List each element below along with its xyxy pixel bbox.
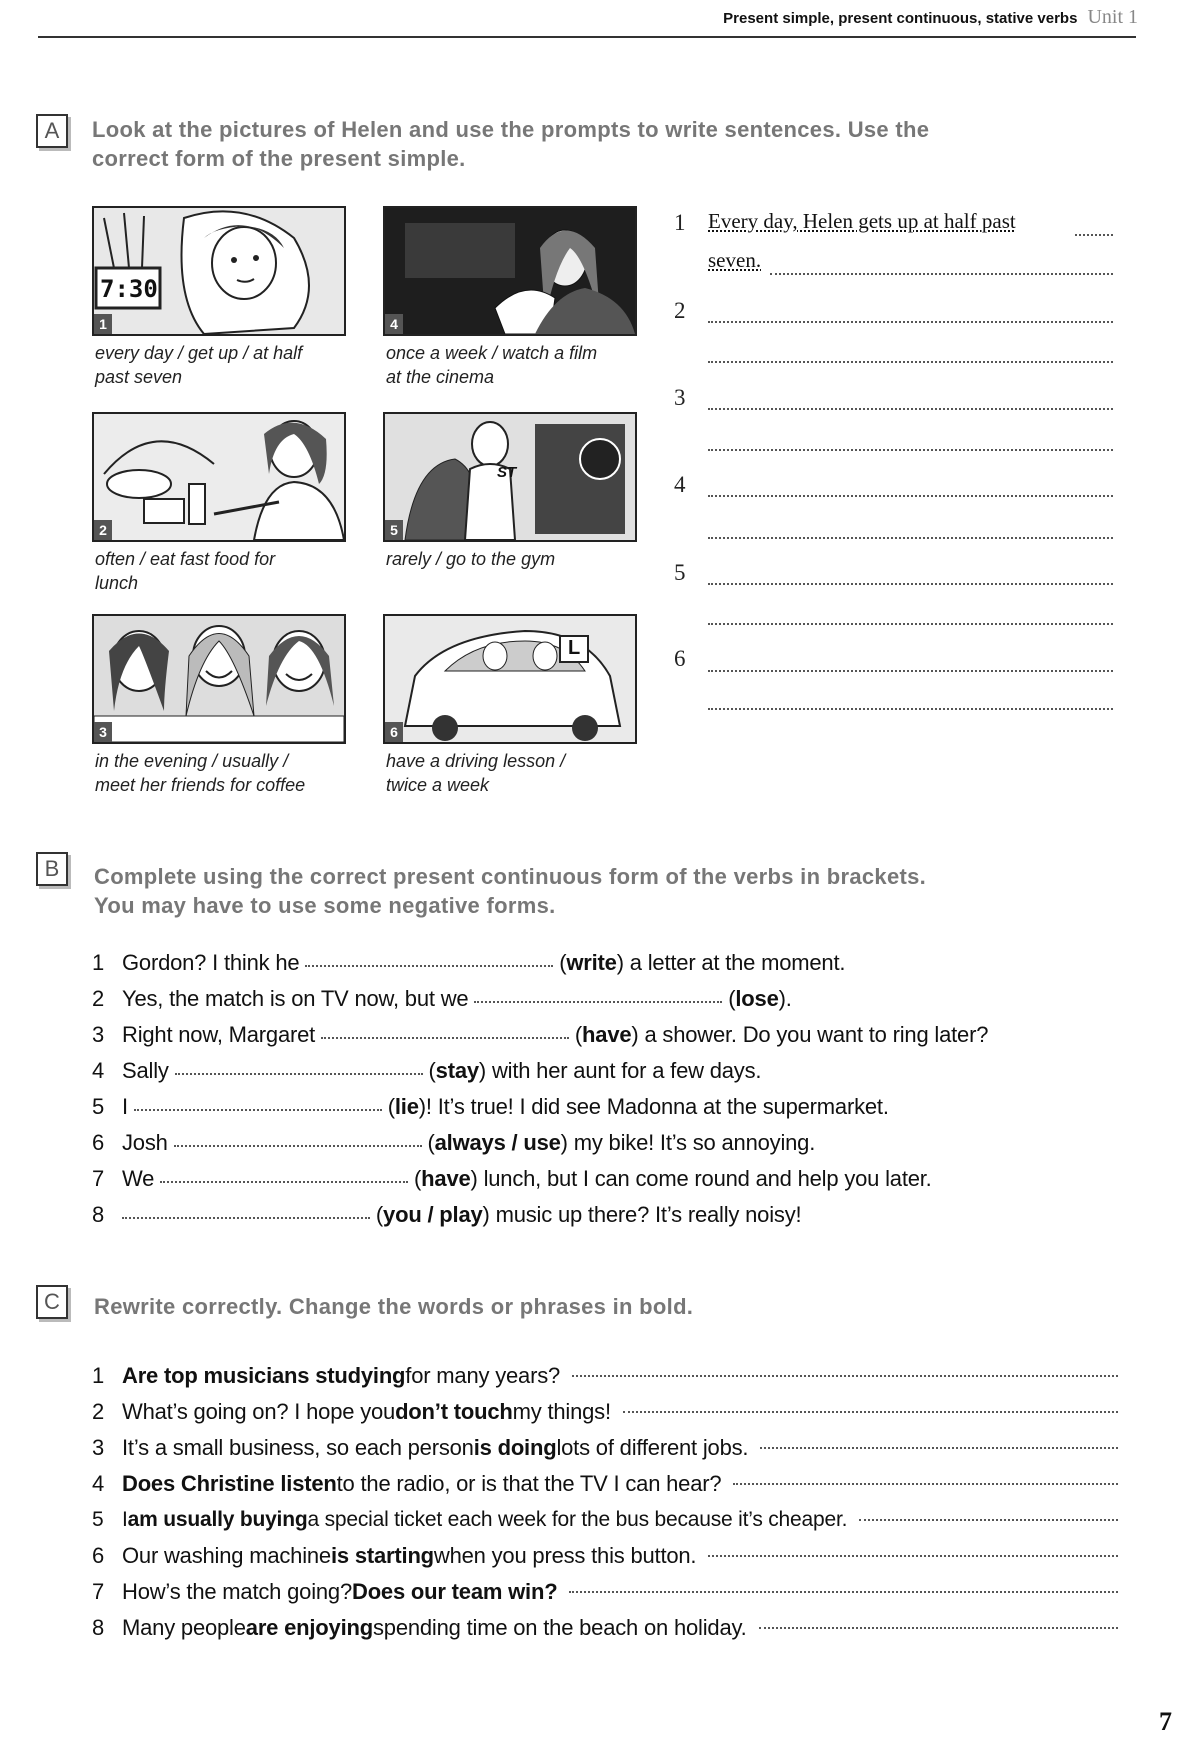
section-a-instruction	[92, 115, 1132, 173]
item-text: my bike! It’s so annoying.	[567, 1130, 816, 1155]
section-b-item-8: 8 (you / play) music up there? It’s really noisy!	[92, 1197, 1152, 1233]
item-text: a shower. Do you want to ring later?	[638, 1022, 989, 1047]
item-text: when you press this button.	[433, 1543, 697, 1568]
answer-blank[interactable]	[474, 1001, 722, 1003]
answer-6-line2[interactable]	[708, 708, 1113, 710]
verb-prompt: lose	[735, 986, 779, 1011]
answer-blank[interactable]	[134, 1109, 382, 1111]
answer-2-number: 2	[674, 298, 686, 323]
section-b-item-6: 6 Josh (always / use) my bike! It’s so annoying.	[92, 1125, 1152, 1161]
section-b-item-3: 3 Right now, Margaret (have) a shower. Do you want to ring later?	[92, 1017, 1152, 1053]
section-b-item-5: 5 I (lie)! It’s true! I did see Madonna at the supermarket.	[92, 1089, 1152, 1125]
answer-blank[interactable]	[623, 1411, 1118, 1413]
item-text: spending time on the beach on holiday.	[372, 1615, 747, 1640]
answer-4-line2[interactable]	[708, 537, 1113, 539]
answer-blank[interactable]	[305, 965, 553, 967]
running-header	[723, 6, 1138, 29]
header-title: Present simple, present continuous, stative verbs	[723, 10, 1078, 27]
answer-1-dots-a	[1075, 234, 1113, 236]
picture-1-number: 1	[94, 314, 112, 334]
verb-prompt: lie	[394, 1094, 419, 1119]
bold-phrase: is doing	[473, 1435, 557, 1460]
answer-blank[interactable]	[859, 1519, 1118, 1521]
answer-2-line1[interactable]	[708, 321, 1113, 323]
picture-6	[383, 614, 637, 744]
item-text: with her aunt for a few days.	[486, 1058, 762, 1083]
answer-1-dots-b	[770, 273, 1113, 275]
picture-2-caption-line2: lunch	[95, 573, 139, 593]
answer-2-line2[interactable]	[708, 361, 1113, 363]
bold-phrase: Does Christine listen	[122, 1471, 337, 1496]
picture-4-caption-line1: once a week / watch a film	[386, 343, 598, 363]
section-b-instruction	[94, 862, 1134, 920]
item-text: music up there? It’s really noisy!	[489, 1202, 802, 1227]
picture-2-illustration	[94, 414, 344, 540]
answer-1-line2: seven.	[708, 248, 762, 272]
picture-6-illustration	[385, 616, 635, 742]
picture-3-caption	[95, 749, 345, 797]
item-text: a letter at the moment.	[623, 950, 846, 975]
answer-blank[interactable]	[569, 1591, 1118, 1593]
picture-4	[383, 206, 637, 336]
picture-5	[383, 412, 637, 542]
answer-3-number: 3	[674, 385, 686, 410]
item-text: We	[122, 1166, 161, 1191]
answer-blank[interactable]	[572, 1375, 1118, 1377]
answer-blank[interactable]	[160, 1181, 408, 1183]
picture-5-caption	[386, 547, 636, 571]
picture-3	[92, 614, 346, 744]
item-text: Right now, Margaret	[122, 1022, 321, 1047]
section-c-list	[92, 1358, 1118, 1646]
picture-6-number: 6	[385, 722, 403, 742]
picture-4-caption-line2: at the cinema	[386, 367, 495, 387]
section-a-instruction-line1: Look at the pictures of Helen and use the prompts to write sentences. Use the	[92, 117, 930, 142]
answer-4-line1[interactable]	[708, 495, 1113, 497]
item-number: 6	[92, 1543, 105, 1568]
section-c-item-1	[92, 1358, 1118, 1394]
header-rule	[38, 36, 1136, 38]
unit-label: Unit 1	[1087, 6, 1138, 28]
page-number: 7	[1159, 1707, 1172, 1736]
picture-3-number: 3	[94, 722, 112, 742]
picture-4-number: 4	[385, 314, 403, 334]
item-text: a special ticket each week for the bus because it’s cheaper.	[307, 1508, 848, 1531]
verb-prompt: write	[566, 950, 617, 975]
answer-blank[interactable]	[174, 1145, 422, 1147]
alarm-clock-time: 7:30	[100, 275, 158, 303]
shirt-badge: ST	[497, 464, 517, 481]
answer-6-line1[interactable]	[708, 670, 1113, 672]
bold-phrase: is starting	[330, 1543, 434, 1568]
answer-blank[interactable]	[122, 1217, 370, 1219]
answer-blank[interactable]	[175, 1073, 423, 1075]
picture-4-caption	[386, 341, 636, 389]
verb-prompt: stay	[435, 1058, 479, 1083]
item-number: 4	[92, 1471, 105, 1496]
item-text: I	[122, 1508, 128, 1531]
answer-6-number: 6	[674, 646, 686, 671]
picture-4-illustration	[385, 208, 635, 334]
picture-5-number: 5	[385, 520, 403, 540]
section-c-item-4	[92, 1466, 1118, 1502]
item-number: 5	[92, 1508, 104, 1531]
picture-6-caption	[386, 749, 636, 797]
item-text: How’s the match going?	[122, 1579, 352, 1604]
verb-prompt: have	[582, 1022, 632, 1047]
picture-1-caption	[95, 341, 345, 389]
section-c-instruction: Rewrite correctly. Change the words or phrases in bold.	[94, 1294, 694, 1319]
item-text: .	[785, 986, 792, 1011]
item-text: Josh	[122, 1130, 174, 1155]
picture-2-caption	[95, 547, 345, 595]
answer-blank[interactable]	[759, 1627, 1118, 1629]
item-number: 4	[92, 1058, 105, 1083]
picture-2-number: 2	[94, 520, 112, 540]
picture-1-caption-line1: every day / get up / at half	[95, 343, 303, 363]
item-number: 6	[92, 1130, 105, 1155]
item-text: for many years?	[405, 1363, 561, 1388]
section-b-instruction-line1: Complete using the correct present continuous form of the verbs in brackets.	[94, 864, 927, 889]
answer-3-line1[interactable]	[708, 408, 1113, 410]
answer-4-number: 4	[674, 472, 686, 497]
picture-1	[92, 206, 346, 336]
bold-phrase: don’t touch	[395, 1399, 513, 1424]
section-b-item-4: 4 Sally (stay) with her aunt for a few days.	[92, 1053, 1152, 1089]
item-text: to the radio, or is that the TV I can hear?	[336, 1471, 722, 1496]
item-text: my things!	[512, 1399, 611, 1424]
section-c-item-7	[92, 1574, 1118, 1610]
section-b-instruction-line2: You may have to use some negative forms.	[94, 893, 556, 918]
section-b-list	[92, 945, 1152, 1233]
item-text: ! It’s true! I did see Madonna at the supermarket.	[425, 1094, 889, 1119]
picture-2	[92, 412, 346, 542]
item-text: Yes, the match is on TV now, but we	[122, 986, 475, 1011]
item-number: 5	[92, 1094, 105, 1119]
item-text: Gordon? I think he	[122, 950, 306, 975]
picture-1-illustration	[94, 208, 344, 334]
picture-5-caption-line1: rarely / go to the gym	[386, 549, 556, 569]
answer-1-line1: Every day, Helen gets up at half past	[708, 209, 1016, 233]
section-b-item-2: 2 Yes, the match is on TV now, but we (lose).	[92, 981, 1152, 1017]
picture-3-caption-line1: in the evening / usually /	[95, 751, 289, 771]
item-number: 8	[92, 1615, 105, 1640]
section-b-letter: B	[36, 852, 68, 886]
item-text: Many people	[122, 1615, 246, 1640]
item-number: 7	[92, 1579, 105, 1604]
bold-phrase: Does our team win?	[352, 1579, 558, 1604]
section-b-item-1: 1 Gordon? I think he (write) a letter at the moment.	[92, 945, 1152, 981]
item-number: 1	[92, 1363, 105, 1388]
picture-6-caption-line2: twice a week	[386, 775, 490, 795]
item-number: 1	[92, 950, 105, 975]
bold-phrase: am usually buying	[127, 1508, 308, 1531]
item-number: 2	[92, 986, 105, 1011]
section-c-letter: C	[36, 1285, 68, 1319]
verb-prompt: you / play	[383, 1202, 483, 1227]
section-c-item-2	[92, 1394, 1118, 1430]
item-text: Our washing machine	[122, 1543, 331, 1568]
answer-5-line1[interactable]	[708, 583, 1113, 585]
item-number: 3	[92, 1022, 105, 1047]
answer-5-line2[interactable]	[708, 623, 1113, 625]
item-text: It’s a small business, so each person	[122, 1435, 474, 1460]
answer-blank[interactable]	[733, 1483, 1118, 1485]
section-a-letter: A	[36, 114, 68, 148]
picture-1-caption-line2: past seven	[95, 367, 183, 387]
picture-2-caption-line1: often / eat fast food for	[95, 549, 276, 569]
section-b-item-7: 7 We (have) lunch, but I can come round and help you later.	[92, 1161, 1152, 1197]
section-c-item-3	[92, 1430, 1118, 1466]
item-number: 3	[92, 1435, 105, 1460]
section-a-instruction-line2: correct form of the present simple.	[92, 146, 466, 171]
verb-prompt: have	[421, 1166, 471, 1191]
picture-3-illustration	[94, 616, 344, 742]
answer-blank[interactable]	[321, 1037, 569, 1039]
item-text: lots of different jobs.	[556, 1435, 749, 1460]
verb-prompt: always / use	[434, 1130, 561, 1155]
learner-l-plate: L	[568, 637, 581, 659]
answer-5-number: 5	[674, 560, 686, 585]
section-c-item-5	[92, 1502, 1118, 1538]
answer-1-number: 1	[674, 210, 686, 235]
item-text: Sally	[122, 1058, 175, 1083]
bold-phrase: Are top musicians studying	[122, 1363, 406, 1388]
picture-6-caption-line1: have a driving lesson /	[386, 751, 566, 771]
section-c-item-6	[92, 1538, 1118, 1574]
item-text: I	[122, 1094, 134, 1119]
item-text: lunch, but I can come round and help you later.	[477, 1166, 932, 1191]
section-c-item-8	[92, 1610, 1118, 1646]
item-number: 8	[92, 1202, 105, 1227]
answer-3-line2[interactable]	[708, 449, 1113, 451]
item-number: 7	[92, 1166, 105, 1191]
answer-blank[interactable]	[708, 1555, 1118, 1557]
item-text: What’s going on? I hope you	[122, 1399, 396, 1424]
item-number: 2	[92, 1399, 105, 1424]
bold-phrase: are enjoying	[245, 1615, 373, 1640]
answer-blank[interactable]	[760, 1447, 1118, 1449]
picture-3-caption-line2: meet her friends for coffee	[95, 775, 306, 795]
